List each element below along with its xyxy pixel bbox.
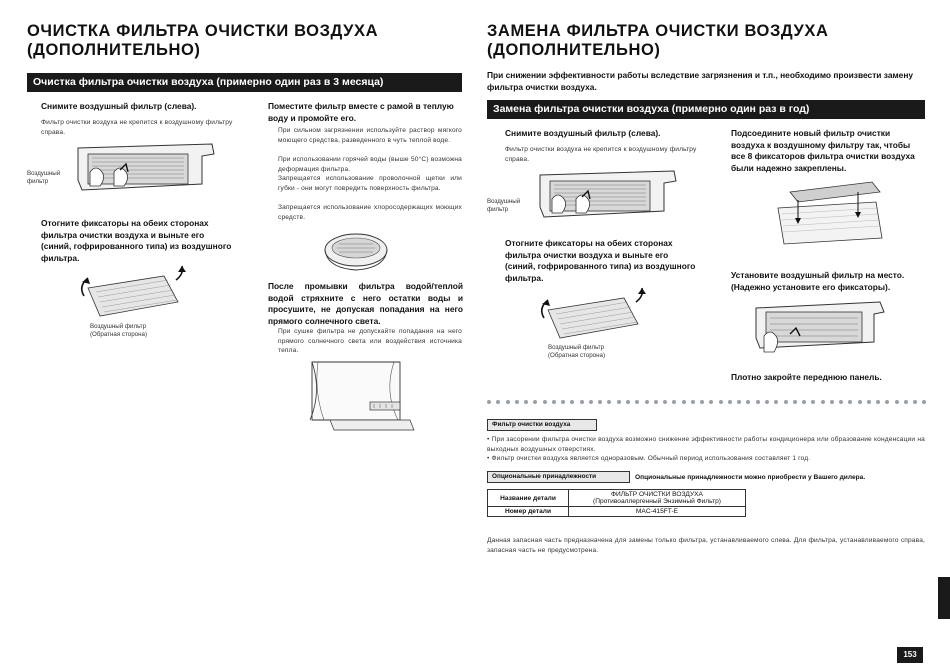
part-number-value: MAC-415FT-E xyxy=(569,507,746,517)
right-air-filter-label-2: фильтр xyxy=(487,206,509,213)
bullet-marker: • xyxy=(487,436,492,443)
footer-note: Данная запасная часть предназначена для замены только фильтра, устанавливаемого слева. Для фильтра, устанавливаемого справа, запасная часть не предусмотрена. xyxy=(487,537,925,554)
table-row xyxy=(488,490,746,507)
options-tag: Опциональные принадлежности xyxy=(487,471,630,483)
left-title-line2: (ДОПОЛНИТЕЛЬНО) xyxy=(27,41,201,59)
right-intro: При снижении эффективности работы вследствие загрязнения и т.п., необходимо произвести замену фильтра очистки воздуха. xyxy=(487,70,914,92)
left-back-label-1: Воздушный фильтр xyxy=(90,323,147,330)
bullet-1 xyxy=(487,435,925,454)
left-section-bar: Очистка фильтра очистки воздуха (примерно один раз в 3 месяца) xyxy=(27,73,462,92)
right-back-label-2: (Обратная сторона) xyxy=(548,352,606,359)
right-step4: Установите воздушный фильтр на место. (Надежно установите его фиксаторы). xyxy=(731,270,905,292)
table-row xyxy=(488,507,746,517)
right-step2: Отогните фиксаторы на обеих сторонах фильтра очистки воздуха и выньте его (синий, гофрированного типа) из воздушного фильтра. xyxy=(505,238,696,283)
right-air-filter-label-1: Воздушный xyxy=(487,198,521,205)
left-step4: После промывки фильтра водой/теплой водой стряхните с него остатки воды и просушите, не допуская попадания на него прямого солнечного света. xyxy=(268,281,463,326)
left-air-filter-label-1: Воздушный xyxy=(27,170,61,177)
ac-unit-illustration xyxy=(534,167,684,223)
bullet-2 xyxy=(487,454,925,464)
right-step3: Подсоедините новый фильтр очистки воздуха к воздушному фильтру так, чтобы все 8 фиксаторов фильтра очистки воздуха были надежно закреплены. xyxy=(731,128,915,173)
filter-back-illustration xyxy=(78,266,188,322)
wash-basin-illustration xyxy=(323,230,389,274)
filter-back-illustration xyxy=(538,288,648,344)
right-section-bar: Замена фильтра очистки воздуха (примерно один раз в год) xyxy=(487,100,925,119)
left-step1: Снимите воздушный фильтр (слева). xyxy=(41,101,197,111)
right-step5: Плотно закройте переднюю панель. xyxy=(731,372,882,382)
right-title-line2: (ДОПОЛНИТЕЛЬНО) xyxy=(487,41,661,59)
left-back-label-2: (Обратная сторона) xyxy=(90,331,148,338)
right-title-line1: ЗАМЕНА ФИЛЬТРА ОЧИСТКИ ВОЗДУХА xyxy=(487,22,829,40)
page-number: 153 xyxy=(897,647,923,663)
part-name-value: ФИЛЬТР ОЧИСТКИ ВОЗДУХА xyxy=(611,491,703,498)
ac-unit-illustration xyxy=(72,140,222,196)
window-illustration xyxy=(300,360,416,436)
new-filter-illustration xyxy=(776,180,886,246)
right-step1-note: Фильтр очистки воздуха не крепится к воздушному фильтру справа. xyxy=(505,146,697,163)
left-step1-note: Фильтр очистки воздуха не крепится к воздушному фильтру справа. xyxy=(41,119,233,136)
left-step3-note-4: Запрещается использование хлоросодержащих моющих средств. xyxy=(278,204,462,221)
bullet-2-text: Фильтр очистки воздуха является одноразовым. Обычный период использования составляет 1 год. xyxy=(491,455,811,462)
left-air-filter-label-2: фильтр xyxy=(27,178,49,185)
edge-tab xyxy=(938,577,950,619)
left-step3-note-2: При использовании горячей воды (выше 50°C) возможна деформация фильтра. xyxy=(278,156,462,173)
dotted-separator xyxy=(487,400,927,404)
part-name-header: Название детали xyxy=(488,490,569,507)
left-step4-note: При сушке фильтра не допускайте попадания на него прямого солнечного света или воздействия источника тепла. xyxy=(278,328,462,354)
left-step3-note-1: При сильном загрязнении используйте раствор мягкого моющего средства, разведенного в чуть теплой воде. xyxy=(278,127,462,144)
options-text: Опциональные принадлежности можно приобрести у Вашего дилера. xyxy=(635,474,866,481)
left-step3-note-3: Запрещается использование проволочной щетки или губки - они могут повредить поверхность фильтра. xyxy=(278,175,462,192)
left-step3: Поместите фильтр вместе с рамой в теплую воду и промойте его. xyxy=(268,101,454,123)
part-name-cell xyxy=(569,490,746,507)
part-number-header: Номер детали xyxy=(488,507,569,517)
left-title-line1: ОЧИСТКА ФИЛЬТРА ОЧИСТКИ ВОЗДУХА xyxy=(27,22,379,40)
right-step1: Снимите воздушный фильтр (слева). xyxy=(505,128,661,138)
ac-install-illustration xyxy=(750,298,890,360)
parts-table xyxy=(487,489,746,517)
right-back-label-1: Воздушный фильтр xyxy=(548,344,605,351)
left-step2: Отогните фиксаторы на обеих сторонах фильтра очистки воздуха и выньте его (синий, гофрированного типа) из воздушного фильтра. xyxy=(41,218,232,263)
part-name-subvalue: (Противоаллергенный Энзимный Фильтр) xyxy=(593,498,721,505)
bullet-1-text: При засорении фильтра очистки воздуха возможно снижение эффективности работы кондиционера или образование конденсации на выходных воздушных отверстиях. xyxy=(487,436,925,453)
filter-tag: Фильтр очистки воздуха xyxy=(487,419,597,431)
bullet-marker: • xyxy=(487,455,492,462)
